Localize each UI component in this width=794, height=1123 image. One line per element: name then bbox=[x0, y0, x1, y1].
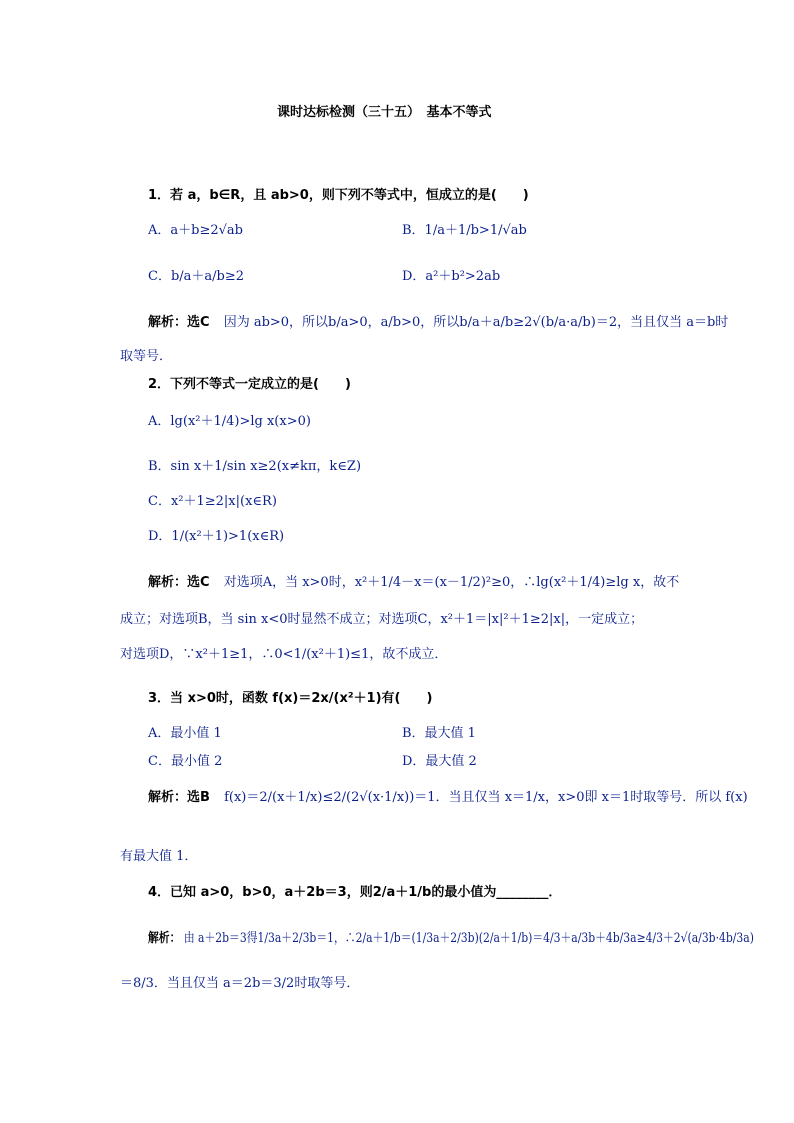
problem-1-option-c: C．b/a＋a/b≥2 bbox=[148, 269, 245, 284]
problem-3-option-a: A．最小值 1 bbox=[148, 726, 222, 741]
solution-label: 解析： bbox=[148, 931, 181, 946]
problem-4-stem: 4．已知 a>0，b>0，a＋2b＝3，则2/a＋1/b的最小值为________． bbox=[148, 885, 562, 900]
solution-label: 解析：选C bbox=[148, 315, 210, 330]
problem-2-option-d: D．1/(x²＋1)>1(x∈R) bbox=[148, 529, 285, 544]
solution-label: 解析：选C bbox=[148, 575, 210, 590]
problem-1-solution-line-1 bbox=[148, 314, 728, 332]
problem-1-option-a: A．a＋b≥2√ab bbox=[148, 223, 243, 238]
problem-2-solution-line-3: 对选项D，∵x²＋1≥1，∴0<1/(x²＋1)≤1，故不成立． bbox=[120, 647, 448, 662]
page-title: 课时达标检测（三十五） 基本不等式 bbox=[277, 105, 492, 120]
problem-4-solution-line-2: ＝8/3．当且仅当 a＝2b＝3/2时取等号． bbox=[120, 976, 360, 991]
problem-2-solution-line-2: 成立；对选项B，当 sin x<0时显然不成立；对选项C，x²＋1＝|x|²＋1≥2|x|，一定成立； bbox=[120, 612, 644, 627]
solution-text: f(x)＝2/(x＋1/x)≤2/(2√(x·1/x))＝1．当且仅当 x＝1/x，x>0即 x＝1时取等号．所以 f(x) bbox=[224, 790, 748, 805]
problem-2-stem: 2．下列不等式一定成立的是( ) bbox=[148, 377, 351, 392]
problem-4-solution-line-1 bbox=[148, 930, 754, 948]
problem-1-option-b: B．1/a＋1/b>1/√ab bbox=[402, 223, 527, 238]
problem-1-stem: 1．若 a，b∈R，且 ab>0，则下列不等式中，恒成立的是( ) bbox=[148, 188, 529, 203]
problem-2-option-c: C．x²＋1≥2|x|(x∈R) bbox=[148, 494, 277, 509]
problem-1-solution-line-2: 取等号． bbox=[120, 349, 173, 364]
problem-3-solution-line-2: 有最大值 1． bbox=[120, 849, 198, 864]
problem-3-option-d: D．最大值 2 bbox=[402, 754, 477, 769]
problem-3-solution-line-1 bbox=[148, 789, 748, 807]
solution-text: 由 a＋2b＝3得1/3a＋2/3b＝1，∴2/a＋1/b＝(1/3a＋2/3b)(2/a＋1/b)＝4/3＋a/3b＋4b/3a≥4/3＋2√(a/3b·4b/3a) bbox=[183, 931, 754, 946]
problem-3-option-c: C．最小值 2 bbox=[148, 754, 223, 769]
problem-3-stem: 3．当 x>0时，函数 f(x)＝2x/(x²＋1)有( ) bbox=[148, 691, 433, 706]
solution-text: 对选项A，当 x>0时，x²＋1/4－x＝(x－1/2)²≥0，∴lg(x²＋1/4)≥lg x，故不 bbox=[223, 575, 680, 590]
solution-text: 因为 ab>0，所以b/a>0，a/b>0，所以b/a＋a/b≥2√(b/a·a/b)＝2，当且仅当 a＝b时 bbox=[223, 315, 729, 330]
problem-1-option-d: D．a²＋b²>2ab bbox=[402, 269, 501, 284]
problem-2-option-b: B．sin x＋1/sin x≥2(x≠kπ，k∈Z) bbox=[148, 459, 362, 474]
problem-2-solution-line-1 bbox=[148, 574, 679, 592]
problem-2-option-a: A．lg(x²＋1/4)>lg x(x>0) bbox=[148, 414, 311, 429]
problem-3-option-b: B．最大值 1 bbox=[402, 726, 476, 741]
solution-label: 解析：选B bbox=[148, 790, 210, 805]
